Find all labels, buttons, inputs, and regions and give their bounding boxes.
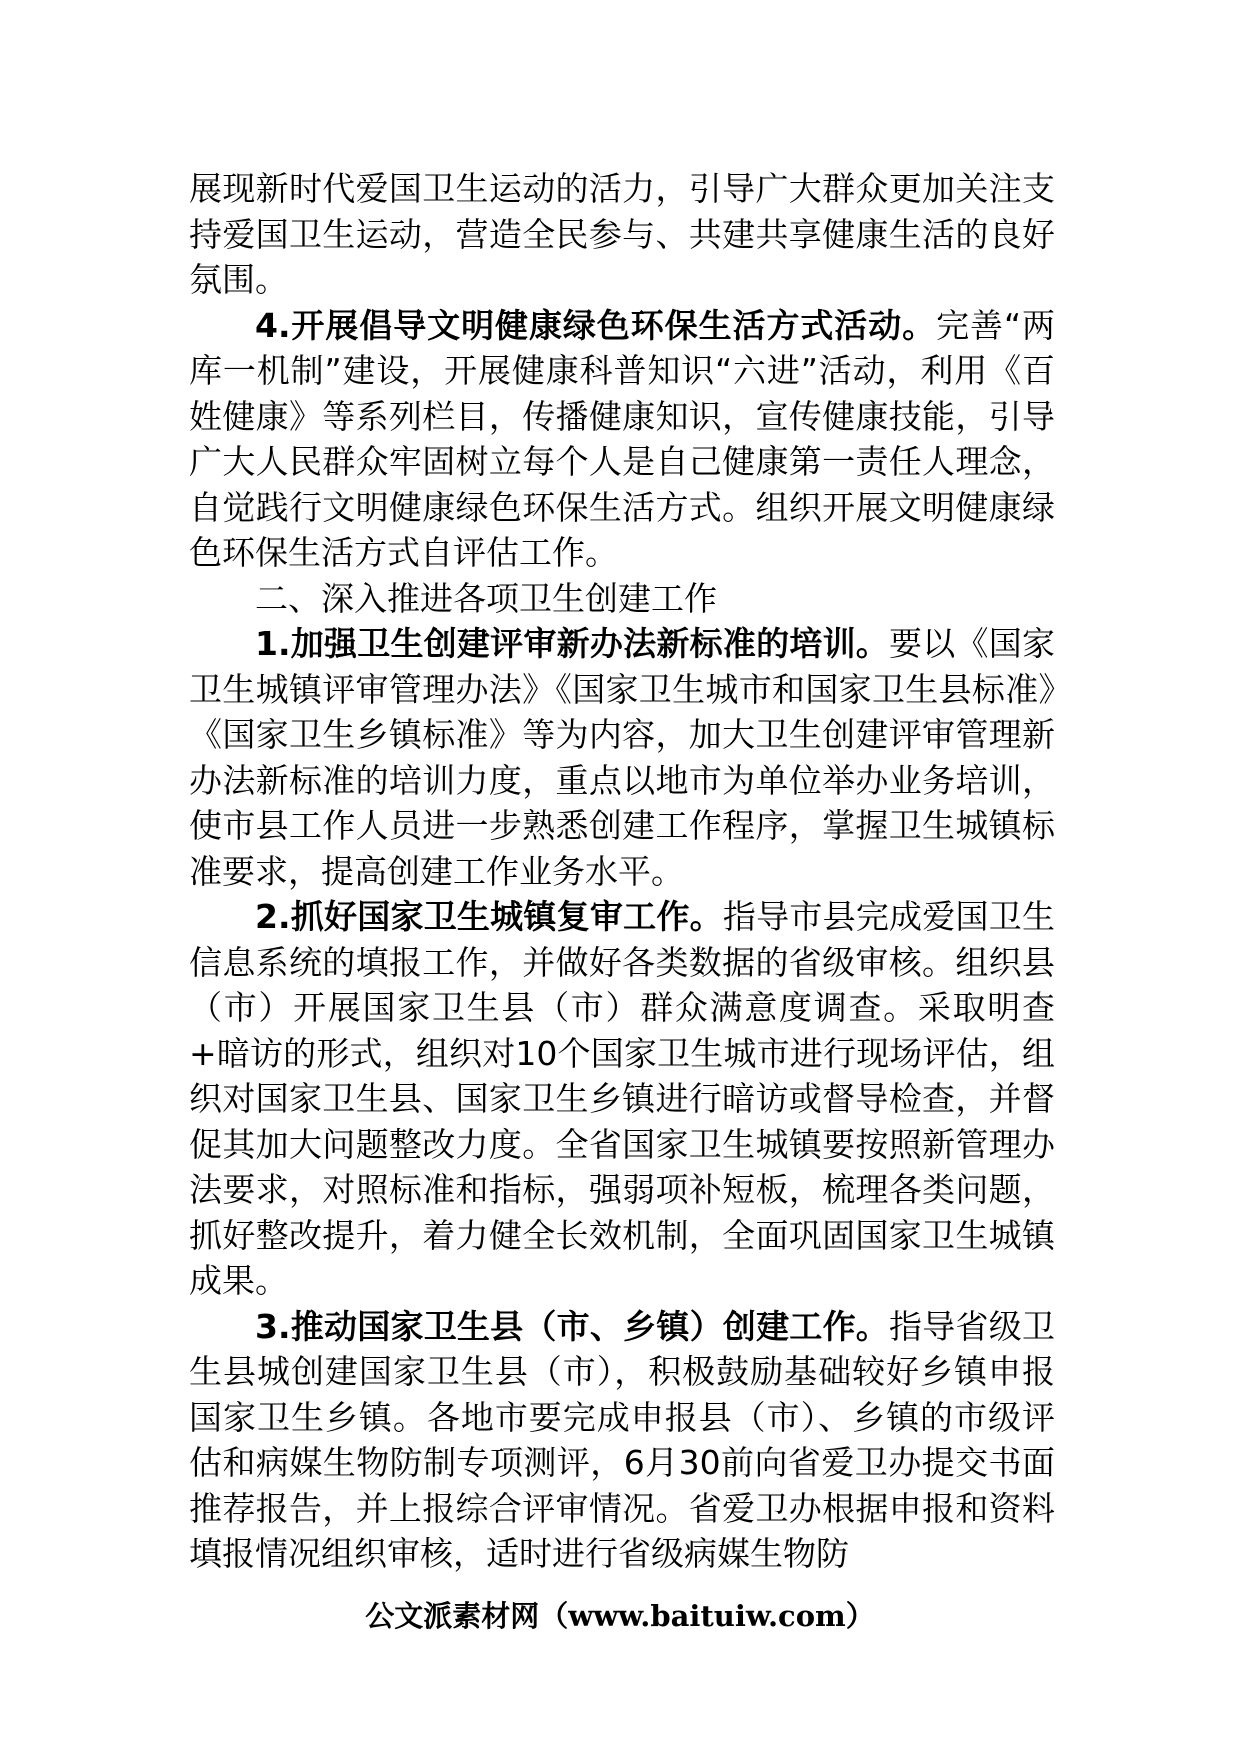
section-heading [189, 576, 1055, 622]
paragraph-text: 要以《国家卫生城镇评审管理办法》《国家卫生城市和国家卫生县标准》《国家卫生乡镇标准》等为内容，加大卫生创建评审管理新办法新标准的培训力度，重点以地市为单位举办业务培训，使市县工作人员进一步熟悉创建工作程序，掌握卫生城镇标准要求，提高创建工作业务水平。 [189, 624, 1056, 891]
paragraph-text: 完善“两库一机制”建设，开展健康科普知识“六进”活动，利用《百姓健康》等系列栏目，传播健康知识，宣传健康技能，引导广大人民群众牢固树立每个人是自己健康第一责任人理念，自觉践行文明健康绿色环保生活方式。组织开展文明健康绿色环保生活方式自评估工作。 [189, 305, 1055, 572]
paragraph-text: 指导市县完成爱国卫生信息系统的填报工作，并做好各类数据的省级审核。组织县（市）开展国家卫生县（市）群众满意度调查。采取明查+暗访的形式，组织对10个国家卫生城市进行现场评估，组织对国家卫生县、国家卫生乡镇进行暗访或督导检查，并督促其加大问题整改力度。全省国家卫生城镇要按照新管理办法要求，对照标准和指标，强弱项补短板，梳理各类问题，抓好整改提升，着力健全长效机制，全面巩固国家卫生城镇成果。 [189, 897, 1056, 1300]
paragraph-text: 展现新时代爱国卫生运动的活力，引导广大群众更加关注支持爱国卫生运动，营造全民参与、共建共享健康生活的良好氛围。 [189, 169, 1055, 299]
paragraph-heading: 4.开展倡导文明健康绿色环保生活方式活动。 [255, 305, 937, 345]
paragraph-item-2 [189, 894, 1055, 1304]
paragraph-item-4 [189, 303, 1055, 576]
page-footer: 公文派素材网（www.baituiw.com） [365, 1599, 875, 1633]
section-heading-text: 二、深入推进各项卫生创建工作 [255, 578, 717, 618]
paragraph-item-3 [189, 1304, 1055, 1577]
document-body [189, 166, 1055, 1577]
paragraph-heading: 1.加强卫生创建评审新办法新标准的培训。 [255, 624, 890, 663]
paragraph-heading: 3.推动国家卫生县（市、乡镇）创建工作。 [255, 1306, 890, 1346]
paragraph-heading: 2.抓好国家卫生城镇复审工作。 [255, 897, 723, 936]
paragraph-continuation [189, 166, 1055, 303]
paragraph-text: 指导省级卫生县城创建国家卫生县（市），积极鼓励基础较好乡镇申报国家卫生乡镇。各地市要完成申报县（市）、乡镇的市级评估和病媒生物防制专项测评，6月30前向省爱卫办提交书面推荐报告，并上报综合评审情况。省爱卫办根据申报和资料填报情况组织审核，适时进行省级病媒生物防 [189, 1306, 1056, 1573]
paragraph-item-1 [189, 621, 1055, 894]
